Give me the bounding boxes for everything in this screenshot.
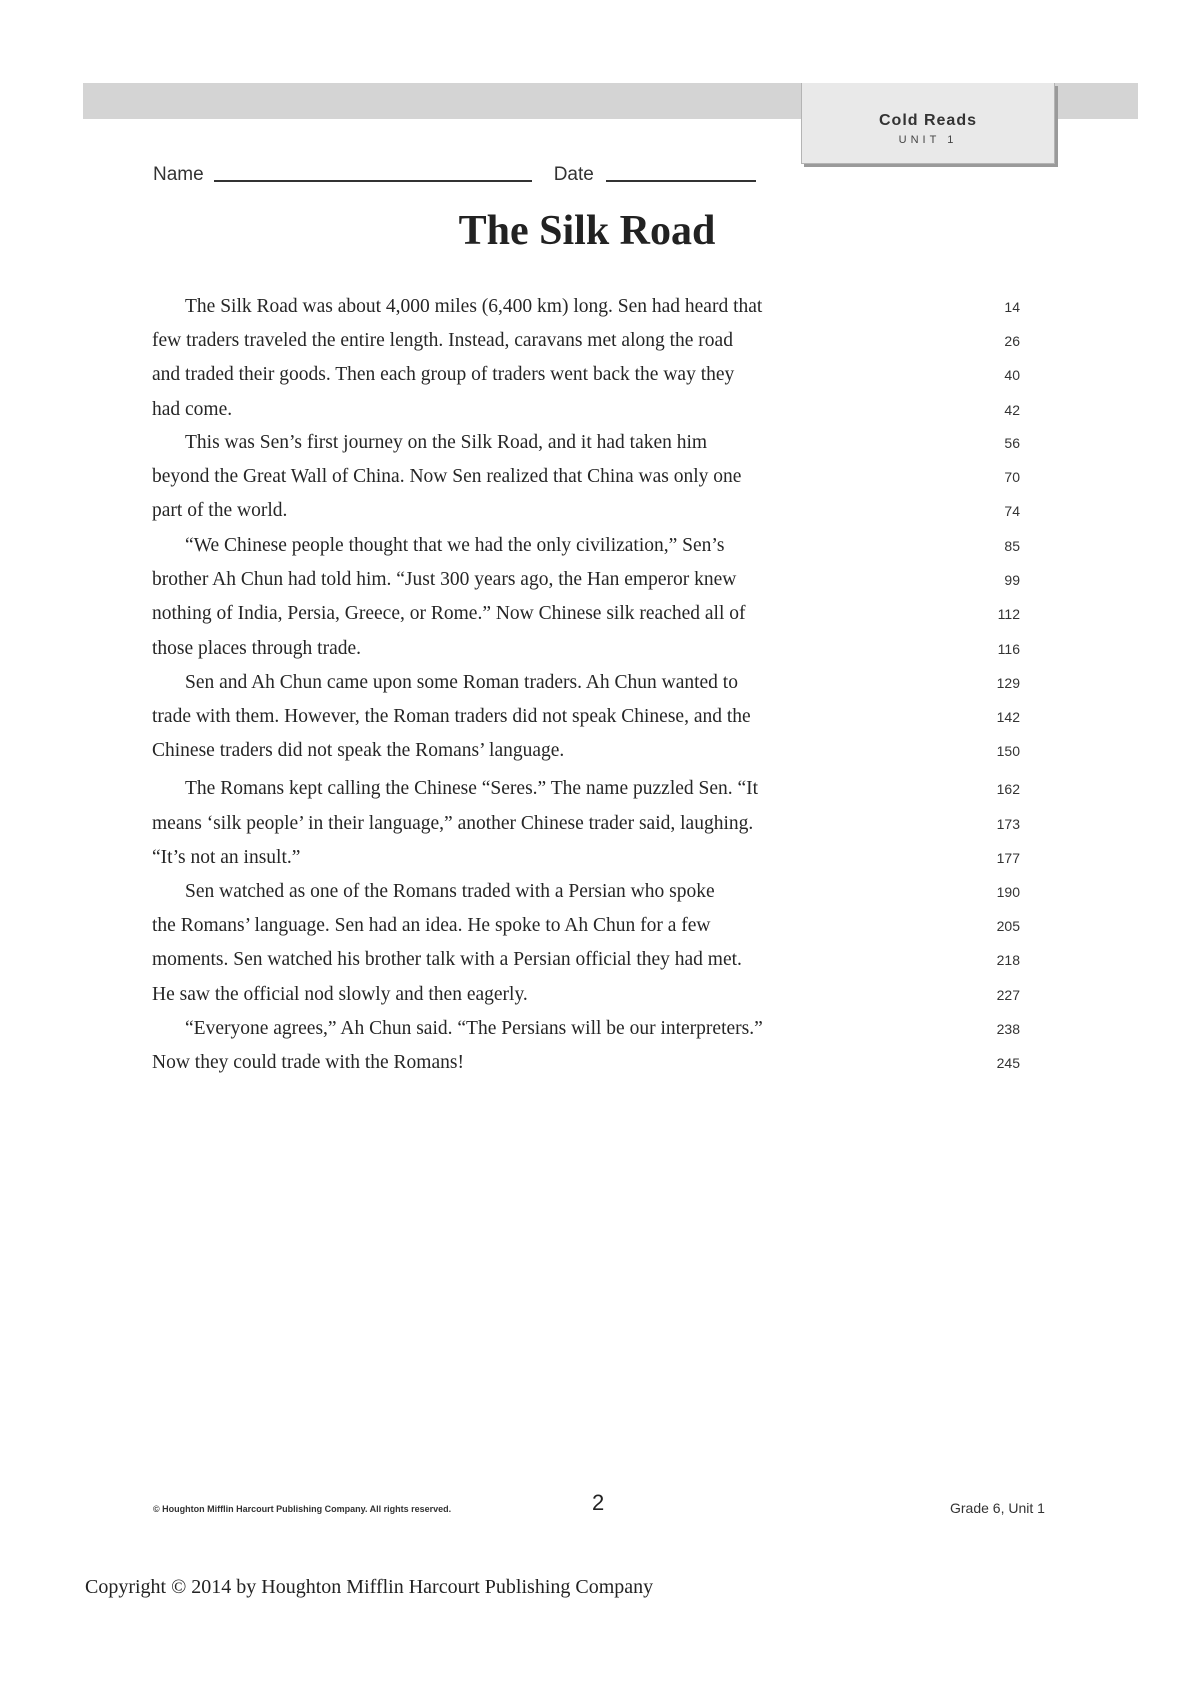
passage-line [0,395,1200,425]
word-count: 238 [996,1021,1020,1037]
word-count: 173 [996,816,1020,832]
passage-line [0,668,1200,698]
passage-line [0,360,1200,390]
passage-line-text: Chinese traders did not speak the Romans’ language. [152,740,565,761]
passage-line-text: moments. Sen watched his brother talk with a Persian official they had met. [152,949,742,970]
word-count: 14 [1004,299,1020,315]
passage-line-text: “It’s not an insult.” [152,847,301,868]
passage-line [0,911,1200,941]
word-count: 205 [996,918,1020,934]
date-field-line[interactable] [606,179,756,182]
passage-line-text: those places through trade. [152,638,362,659]
passage-line [0,634,1200,664]
name-field-line[interactable] [214,179,532,182]
passage-line-text: beyond the Great Wall of China. Now Sen realized that China was only one [152,466,742,487]
word-count: 129 [996,675,1020,691]
word-count: 112 [997,606,1020,622]
passage-line [0,531,1200,561]
name-date-row [153,158,756,186]
passage-line-text: means ‘silk people’ in their language,” another Chinese trader said, laughing. [152,813,754,834]
passage-line [0,843,1200,873]
word-count: 218 [996,952,1020,968]
word-count: 42 [1004,402,1020,418]
passage-line-text: Sen and Ah Chun came upon some Roman traders. Ah Chun wanted to [185,672,738,693]
passage-line-text: nothing of India, Persia, Greece, or Rome.” Now Chinese silk reached all of [152,603,746,624]
passage-line [0,736,1200,766]
passage-line-text: brother Ah Chun had told him. “Just 300 years ago, the Han emperor knew [152,569,737,590]
word-count: 99 [1004,572,1020,588]
passage-line [0,980,1200,1010]
word-count: 162 [996,781,1020,797]
word-count: 150 [996,743,1020,759]
word-count: 74 [1004,503,1020,519]
passage-line-text: “Everyone agrees,” Ah Chun said. “The Persians will be our interpreters.” [185,1018,763,1039]
passage-line [0,462,1200,492]
word-count: 245 [996,1055,1020,1071]
word-count: 40 [1004,367,1020,383]
passage-line-text: had come. [152,399,233,420]
tab-title: Cold Reads [878,112,977,129]
cold-reads-tab [801,83,1055,164]
word-count: 70 [1004,469,1020,485]
word-count: 116 [997,641,1020,657]
passage-line [0,809,1200,839]
date-label: Date [553,164,594,185]
passage-line-text: “We Chinese people thought that we had the only civilization,” Sen’s [185,535,725,556]
passage-line-text: The Silk Road was about 4,000 miles (6,400 km) long. Sen had heard that [185,296,763,317]
passage-line [0,428,1200,458]
passage-line [0,774,1200,804]
word-count: 177 [996,850,1020,866]
passage-line-text: He saw the official nod slowly and then eagerly. [152,984,528,1005]
passage-line-text: and traded their goods. Then each group of traders went back the way they [152,364,735,385]
word-count: 227 [996,987,1020,1003]
passage-line-text: trade with them. However, the Roman traders did not speak Chinese, and the [152,706,751,727]
grade-label: Grade 6, Unit 1 [950,1500,1045,1516]
passage-line [0,1048,1200,1078]
passage-line [0,565,1200,595]
footer-copyright: © Houghton Mifflin Harcourt Publishing Company. All rights reserved. [153,1504,452,1514]
passage-line [0,326,1200,356]
passage-line-text: the Romans’ language. Sen had an idea. He spoke to Ah Chun for a few [152,915,711,936]
passage-line-text: few traders traveled the entire length. Instead, caravans met along the road [152,330,733,351]
word-count: 56 [1004,435,1020,451]
passage-line [0,945,1200,975]
passage-line [0,496,1200,526]
page-title: The Silk Road [458,208,716,254]
passage-line-text: Sen watched as one of the Romans traded with a Persian who spoke [185,881,715,902]
word-count: 85 [1004,538,1020,554]
page-number: 2 [592,1490,605,1515]
bottom-copyright: Copyright © 2014 by Houghton Mifflin Harcourt Publishing Company [85,1576,654,1598]
passage-line [0,292,1200,322]
passage-line-text: Now they could trade with the Romans! [152,1052,464,1073]
word-count: 142 [996,709,1020,725]
passage-line-text: This was Sen’s first journey on the Silk Road, and it had taken him [185,432,708,453]
name-label: Name [153,164,204,185]
passage-line [0,599,1200,629]
word-count: 190 [996,884,1020,900]
passage-line-text: part of the world. [152,500,288,521]
tab-subtitle: UNIT 1 [898,134,958,146]
passage-line-text: The Romans kept calling the Chinese “Seres.” The name puzzled Sen. “It [185,778,759,799]
word-count: 26 [1004,333,1020,349]
passage-line [0,1014,1200,1044]
passage-line [0,702,1200,732]
passage-line [0,877,1200,907]
